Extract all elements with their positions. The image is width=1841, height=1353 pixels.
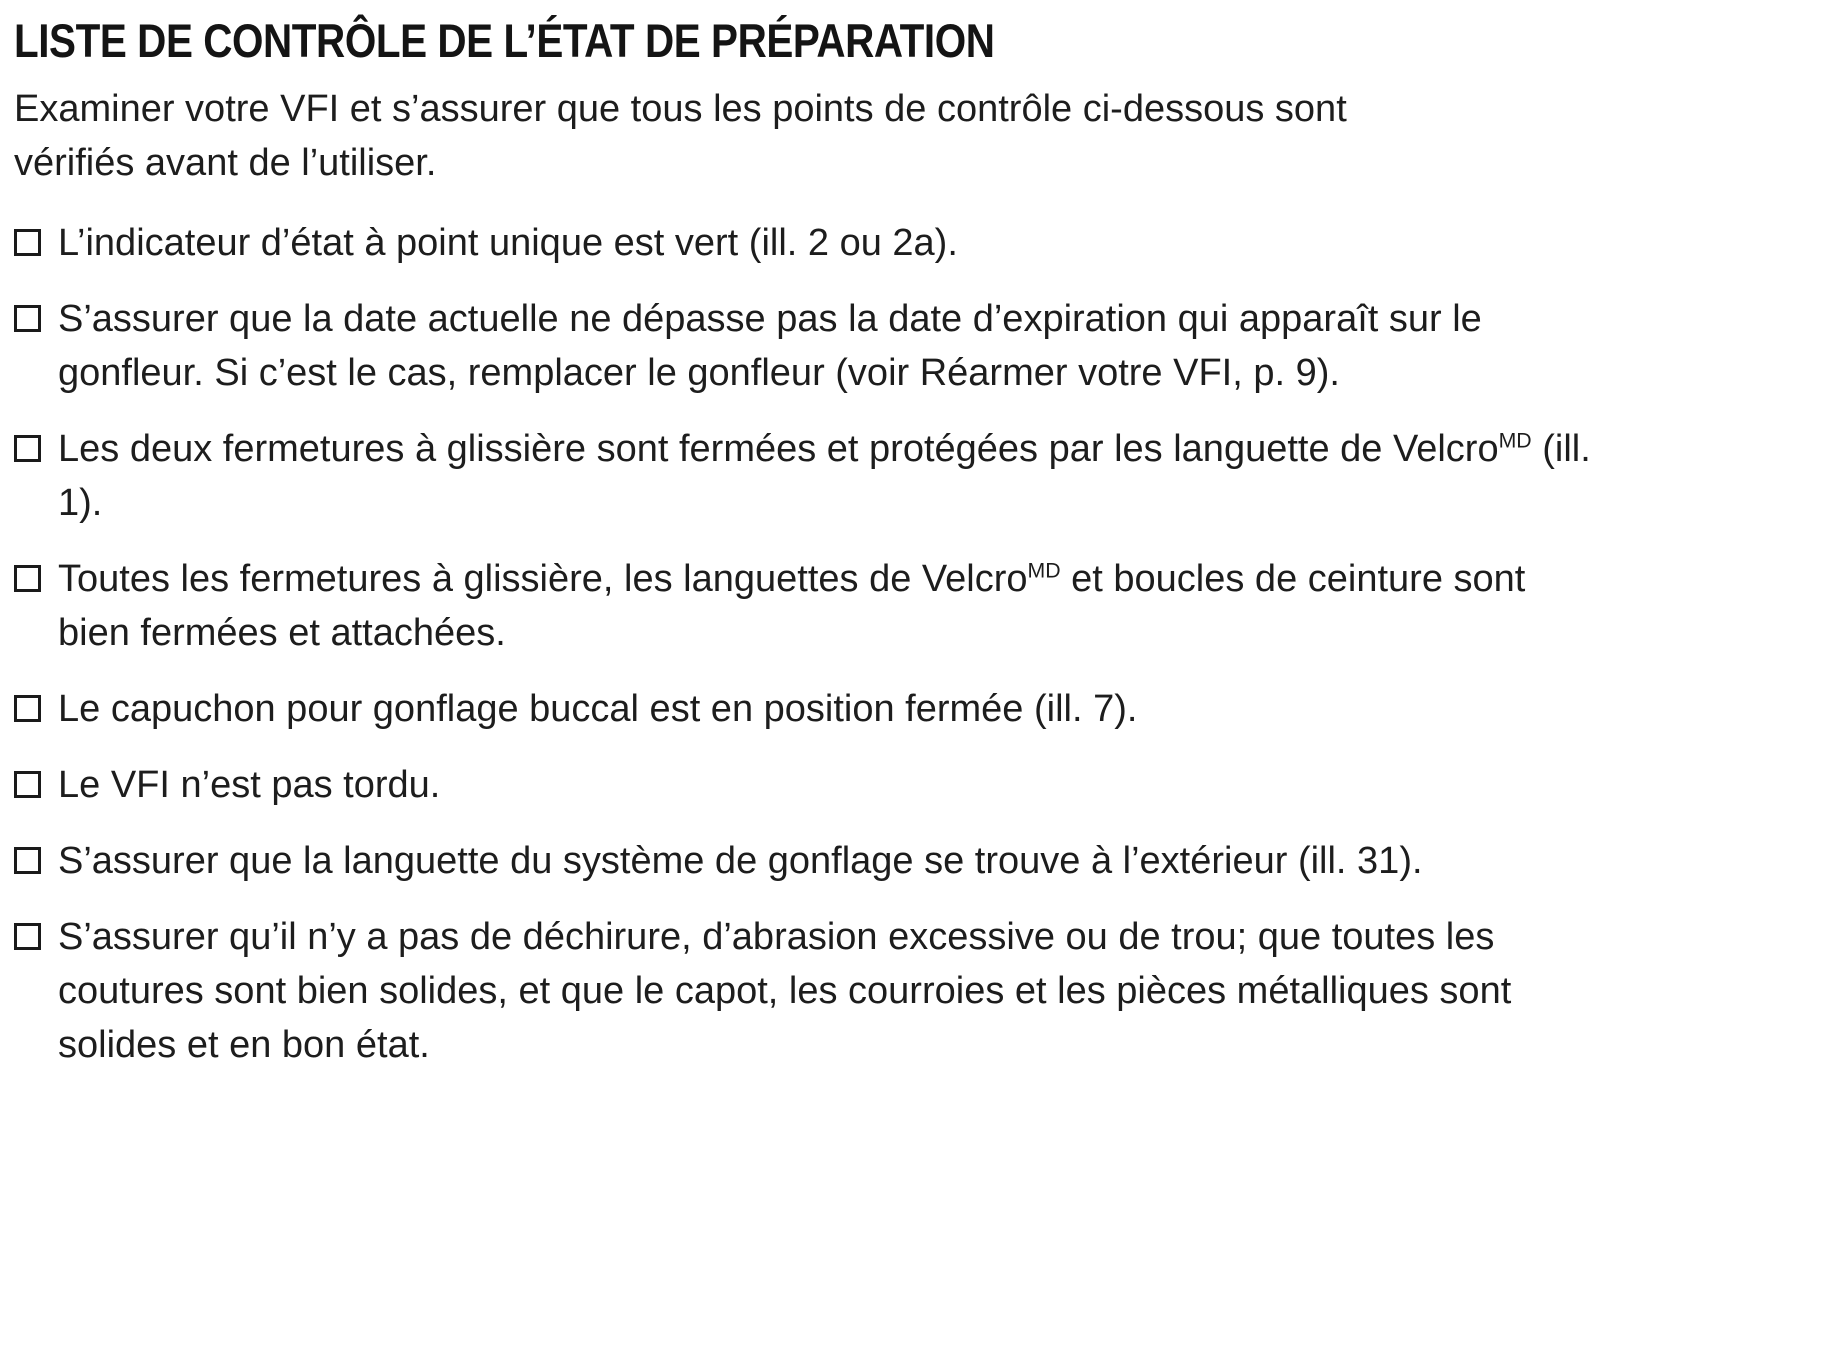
- checkbox-icon[interactable]: [14, 435, 41, 462]
- checklist-item-label: [58, 293, 1598, 401]
- checklist-item[interactable]: [14, 835, 1781, 889]
- text-run: Le VFI n’est pas tordu.: [58, 763, 441, 806]
- text-run: Toutes les fermetures à glissière, les languettes de Velcro: [58, 558, 1028, 601]
- checklist-item[interactable]: [14, 293, 1781, 401]
- text-run: (ill. 1).: [58, 428, 1591, 525]
- text-run: et boucles de ceinture sont bien fermées et attachées.: [58, 558, 1526, 654]
- checklist-item-label: [58, 683, 1137, 737]
- text-run: Le capuchon pour gonflage buccal est en position fermée (ill. 7).: [58, 687, 1138, 730]
- checklist-item-label: [58, 835, 1423, 889]
- text-run: Les deux fermetures à glissière sont fermées et protégées par les languette de Velcro: [58, 428, 1499, 471]
- trademark-superscript: MD: [1498, 428, 1532, 453]
- checkbox-icon[interactable]: [14, 229, 41, 256]
- checklist-item[interactable]: [14, 553, 1781, 661]
- checklist-item[interactable]: [14, 217, 1781, 271]
- checkbox-icon[interactable]: [14, 695, 41, 722]
- text-run: S’assurer que la languette du système de gonflage se trouve à l’extérieur (ill. 31).: [58, 839, 1423, 882]
- text-run: L’indicateur d’état à point unique est vert (ill. 2 ou 2a).: [58, 222, 958, 265]
- checklist-item[interactable]: [14, 423, 1781, 531]
- readiness-checklist: [14, 217, 1781, 1072]
- checklist-item-label: [58, 217, 958, 271]
- checklist-item-label: [58, 911, 1598, 1073]
- checklist-item[interactable]: [14, 911, 1781, 1073]
- trademark-superscript: MD: [1027, 558, 1061, 583]
- checklist-item[interactable]: [14, 759, 1781, 813]
- checklist-item-label: [58, 759, 440, 813]
- checkbox-icon[interactable]: [14, 923, 41, 950]
- checkbox-icon[interactable]: [14, 771, 41, 798]
- checkbox-icon[interactable]: [14, 305, 41, 332]
- checklist-item-label: [58, 553, 1598, 661]
- intro-paragraph: Examiner votre VFI et s’assurer que tous les points de contrôle ci-dessous sont vérifiés avant de l’utiliser.: [14, 88, 1347, 185]
- page-title: LISTE DE CONTRÔLE DE L’ÉTAT DE PRÉPARATION: [14, 14, 995, 67]
- checkbox-icon[interactable]: [14, 847, 41, 874]
- checkbox-icon[interactable]: [14, 565, 41, 592]
- text-run: S’assurer que la date actuelle ne dépasse pas la date d’expiration qui apparaît sur le gonfleur. Si c’est le cas, remplacer le gonfleur (voir Réarmer votre VFI, p. 9).: [58, 298, 1482, 395]
- text-run: S’assurer qu’il n’y a pas de déchirure, d’abrasion excessive ou de trou; que toutes les coutures sont bien solides, et que le capot, les courroies et les pièces métalliques sont solides et en bon état.: [58, 915, 1512, 1066]
- checklist-item-label: [58, 423, 1598, 531]
- checklist-item[interactable]: [14, 683, 1781, 737]
